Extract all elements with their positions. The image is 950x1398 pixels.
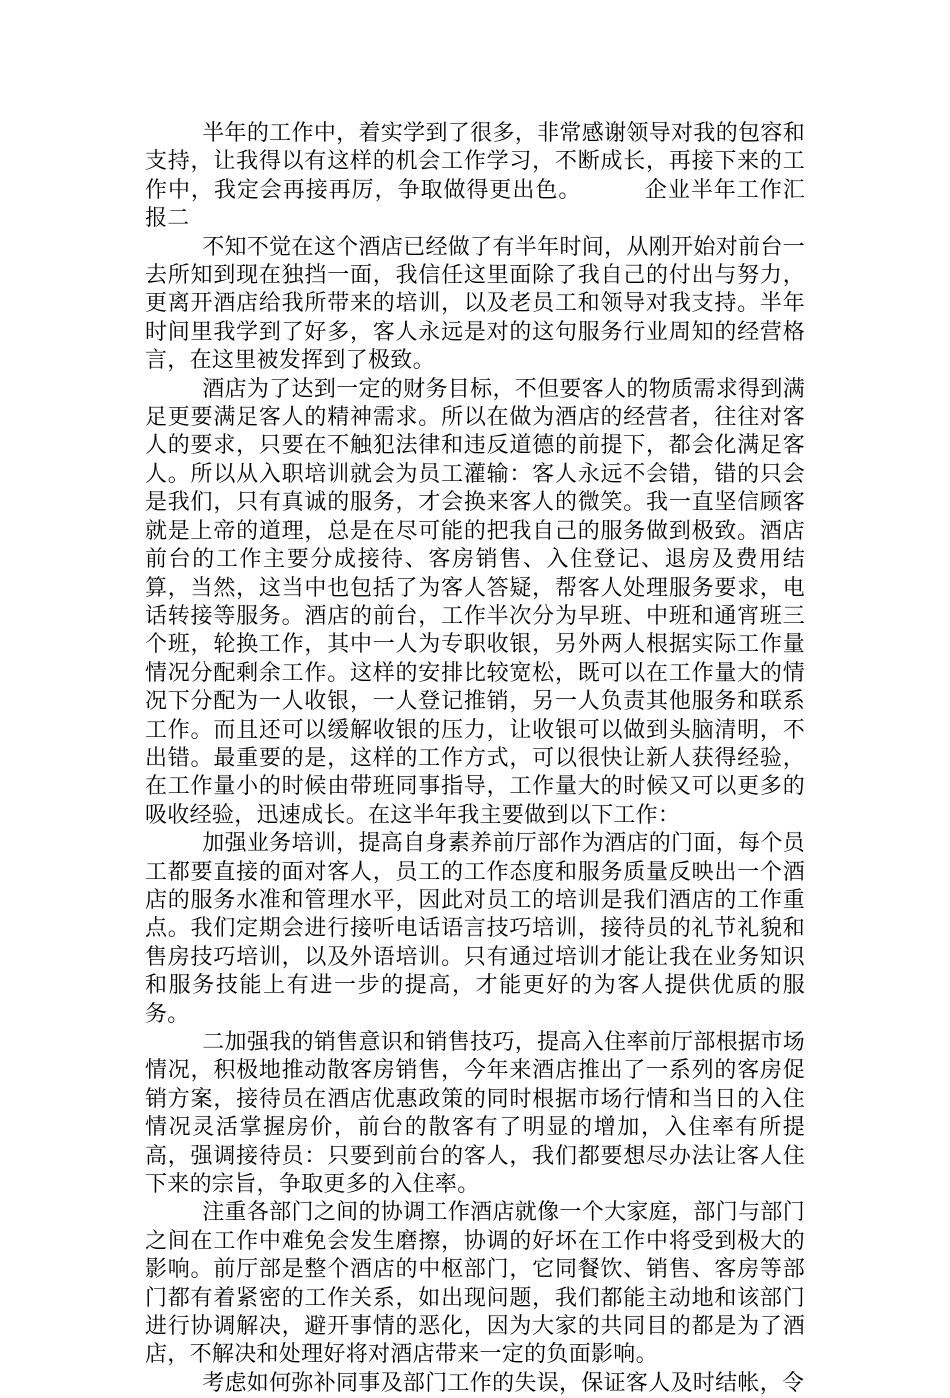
paragraph-6: 注重各部门之间的协调工作酒店就像一个大家庭，部门与部门之间在工作中难免会发生磨擦，协调的好坏在工作中将受到极大的影响。前厅部是整个酒店的中枢部门，它同餐饮、销售、客房等部门都有着紧密的工作关系，如出现问题，我们都能主动地和该部门进行协调解决，避开事情的恶化，因为大家的共同目的都是为了酒店，不解决和处理好将对酒店带来一定的负面影响。 — [145, 1200, 805, 1368]
paragraph-5: 二加强我的销售意识和销售技巧，提高入住率前厅部根据市场情况，积极地推动散客房销售，今年来酒店推出了一系列的客房促销方案，接待员在酒店优惠政策的同时根据市场行情和当日的入住情况灵活掌握房价，前台的散客有了明显的增加，入住率有所提高，强调接待员：只要到前台的客人，我们都要想尽办法让客人住下来的宗旨，争取更多的入住率。 — [145, 1030, 805, 1198]
paragraph-1: 半年的工作中，着实学到了很多，非常感谢领导对我的包容和支持，让我得以有这样的机会工作学习，不断成长，再接下来的工作中，我定会再接再厉，争取做得更出色。 企业半年工作汇报二 — [145, 121, 805, 232]
paragraph-4: 加强业务培训，提高自身素养前厅部作为酒店的门面，每个员工都要直接的面对客人，员工的工作态度和服务质量反映出一个酒店的服务水准和管理水平，因此对员工的培训是我们酒店的工作重点。我们定期会进行接听电话语言技巧培训，接待员的礼节礼貌和售房技巧培训，以及外语培训。只有通过培训才能让我在业务知识和服务技能上有进一步的提高，才能更好的为客人提供优质的服务。 — [145, 831, 805, 1027]
document-body — [145, 120, 805, 1398]
paragraph-2: 不知不觉在这个酒店已经做了有半年时间，从刚开始对前台一去所知到现在独挡一面，我信任这里面除了我自己的付出与努力，更离开酒店给我所带来的培训，以及老员工和领导对我支持。半年时间里我学到了好多，客人永远是对的这句服务行业周知的经营格言，在这里被发挥到了极致。 — [145, 234, 805, 374]
paragraph-3: 酒店为了达到一定的财务目标，不但要客人的物质需求得到满足更要满足客人的精神需求。所以在做为酒店的经营者，往往对客人的要求，只要在不触犯法律和违反道德的前提下，都会化满足客人。所以从入职培训就会为员工灌输：客人永远不会错，错的只会是我们，只有真诚的服务，才会换来客人的微笑。我一直坚信顾客就是上帝的道理，总是在尽可能的把我自己的服务做到极致。酒店前台的工作主要分成接待、客房销售、入住登记、退房及费用结算，当然，这当中也包括了为客人答疑，帮客人处理服务要求，电话转接等服务。酒店的前台，工作半次分为早班、中班和通宵班三个班，轮换工作，其中一人为专职收银，另外两人根据实际工作量情况分配剩余工作。这样的安排比较宽松，既可以在工作量大的情况下分配为一人收银，一人登记推销，另一人负责其他服务和联系工作。而且还可以缓解收银的压力，让收银可以做到头脑清明，不出错。最重要的是，这样的工作方式，可以很快让新人获得经验，在工作量小的时候由带班同事指导，工作量大的时候又可以更多的吸收经验，迅速成长。在这半年我主要做到以下工作： — [145, 376, 805, 828]
paragraph-7: 考虑如何弥补同事及部门工作的失误，保证客人及时结帐，令 — [202, 1370, 805, 1396]
